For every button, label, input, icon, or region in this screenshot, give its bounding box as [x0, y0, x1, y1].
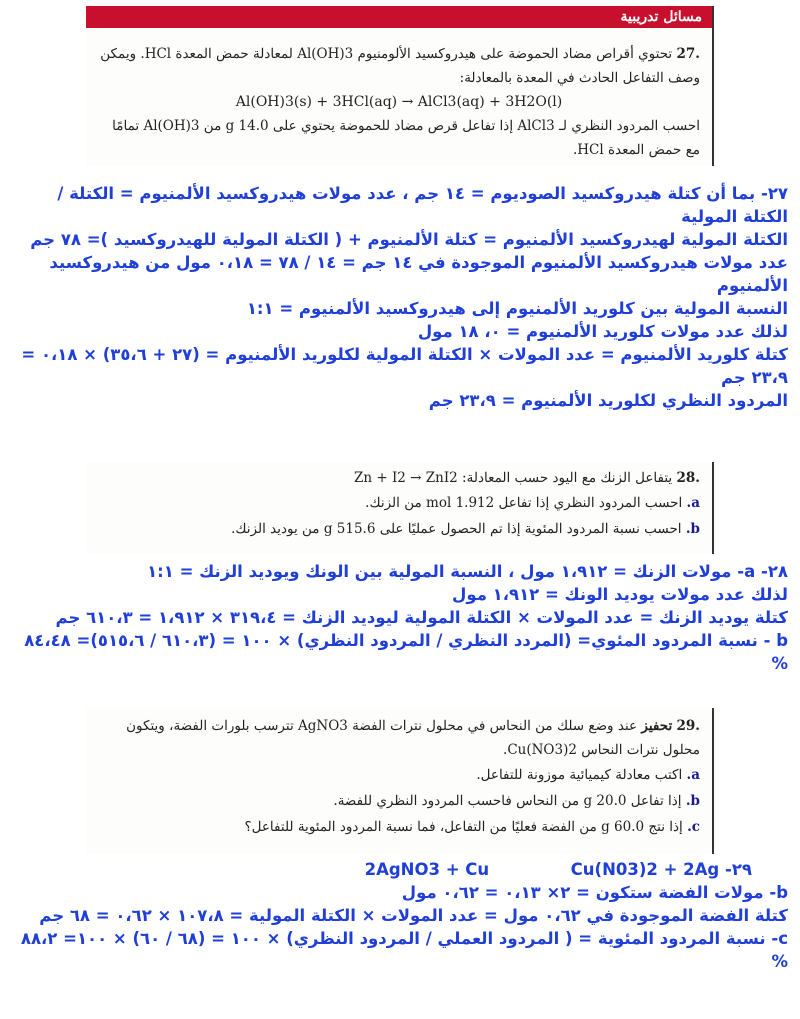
equation-products: Cu(N03)2 + 2Ag -٢٩ — [570, 860, 752, 879]
question-29-label: تحفيز — [641, 718, 673, 734]
question-28-scan — [86, 462, 714, 554]
question-28-item — [86, 490, 712, 516]
item-label: a. — [686, 767, 700, 783]
answer-28 — [10, 560, 788, 675]
question-29-item — [86, 788, 712, 814]
question-29-number: 29. — [676, 718, 700, 734]
item-label: a. — [686, 495, 700, 511]
answer-27-line: المردود النظري لكلوريد الألمنيوم = ٢٣،٩ جم — [428, 391, 788, 410]
answer-28-line: ٢٨- a- مولات الزنك = ١،٩١٢ مول ، النسبة المولية بين الونك ويوديد الزنك = ١:١ — [147, 562, 788, 581]
question-27-body: تحتوي أقراص مضاد الحموضة على هيدروكسيد الألومنيوم Al(OH)3 لمعادلة حمض المعدة HCl. ويمكن وصف التفاعل الحادث في المعدة بالمعادلة: — [100, 46, 700, 86]
answer-27-line: النسبة المولية بين كلوريد الألمنيوم إلى هيدروكسيد الألمنيوم = ١:١ — [246, 299, 788, 318]
answer-29-line: c- نسبة المردود المئوية = ( المردود العملي / المردود النظري) × ١٠٠ = (٦٨ / ٦٠) × ١٠٠= ٨٨،٢ % — [20, 929, 788, 971]
equation-reactants: 2AgNO3 + Cu — [364, 860, 490, 879]
item-text: إذا تفاعل 20.0 g من النحاس فاحسب المردود النظري للفضة. — [333, 793, 682, 809]
question-27-question: احسب المردود النظري لـ AlCl3 إذا تفاعل قرص مضاد للحموضة يحتوي على 14.0 g من Al(OH)3 تمامًا مع حمض المعدة HCl. — [112, 118, 700, 158]
question-29-text — [86, 714, 712, 762]
question-28-number: 28. — [676, 470, 700, 486]
item-label: b. — [685, 793, 700, 809]
item-text: إذا نتج 60.0 g من الفضة فعليًا من التفاعل، فما نسبة المردود المئوية للتفاعل؟ — [244, 819, 683, 835]
item-label: b. — [685, 521, 700, 537]
question-29-item — [86, 762, 712, 788]
question-27-number: 27. — [676, 46, 700, 62]
question-27-text — [86, 42, 712, 90]
section-header: مسائل تدريبية — [86, 6, 712, 28]
item-text: احسب المردود النظري إذا تفاعل 1.912 mol من الزنك. — [365, 495, 683, 511]
answer-27 — [10, 182, 788, 412]
answer-27-line: الكتلة المولية لهيدروكسيد الألمنيوم = كتلة الألمنيوم + ( الكتلة المولية للهيدروكسيد )= ٧٨ جم — [30, 230, 788, 249]
question-28-text — [86, 466, 712, 490]
question-29-item — [86, 814, 712, 840]
question-28-equation: Zn + I2 → ZnI2 — [353, 470, 458, 486]
question-29-scan — [86, 708, 714, 854]
question-28-item — [86, 516, 712, 542]
answer-27-line: لذلك عدد مولات كلوريد الألمنيوم = ٠، ١٨ مول — [417, 322, 788, 341]
answer-29-line: كتلة الفضة الموجودة في ٠،٦٢ مول = عدد المولات × الكتلة المولية = ١٠٧،٨ × ٠،٦٢ = ٦٨ جم — [39, 906, 788, 925]
item-text: اكتب معادلة كيميائية موزونة للتفاعل. — [476, 767, 683, 783]
answer-27-line: عدد مولات هيدروكسيد الألمنيوم الموجودة في ١٤ جم = ١٤ / ٧٨ = ٠،١٨ مول من هيدروكسيد الألمنيوم — [49, 253, 788, 295]
answer-29 — [10, 858, 788, 973]
item-label: c. — [687, 819, 700, 835]
question-28-body: يتفاعل الزنك مع اليود حسب المعادلة: — [462, 470, 673, 486]
question-29-body: عند وضع سلك من النحاس في محلول نترات الفضة AgNO3 تترسب بلورات الفضة، ويتكون محلول نترات النحاس Cu(NO3)2. — [126, 718, 700, 758]
answer-28-line: كتلة يوديد الزنك = عدد المولات × الكتلة المولية ليوديد الزنك = ٣١٩،٤ × ١،٩١٢ = ٦١٠،٣ جم — [55, 608, 788, 627]
answer-27-line: ٢٧- بما أن كتلة هيدروكسيد الصوديوم = ١٤ جم ، عدد مولات هيدروكسيد الألمنيوم = الكتلة / الكتلة المولية — [57, 184, 788, 226]
answer-29-line: b- مولات الفضة ستكون = ٢× ٠،١٣ = ٠،٦٢ مول — [401, 883, 788, 902]
question-27-scan — [86, 6, 714, 166]
question-27-equation: Al(OH)3(s) + 3HCl(aq) → AlCl3(aq) + 3H2O(l) — [235, 94, 563, 110]
answer-27-line: كتلة كلوريد الألمنيوم = عدد المولات × الكتلة المولية لكلوريد الألمنيوم = (٢٧ + ٣٥،٦) × ٠،١٨ = ٢٣،٩ جم — [21, 345, 788, 387]
answer-28-line: لذلك عدد مولات يوديد الونك = ١،٩١٢ مول — [452, 585, 788, 604]
answer-28-line: b - نسبة المردود المئوي= (المردد النظري / المردود النظري) × ١٠٠ = (٦١٠،٣ / ٥١٥،٦)= ٨٤،٤٨ % — [24, 631, 788, 673]
item-text: احسب نسبة المردود المئوية إذا تم الحصول عمليًا على 515.6 g من يوديد الزنك. — [231, 521, 682, 537]
answer-29-equation — [10, 858, 788, 881]
